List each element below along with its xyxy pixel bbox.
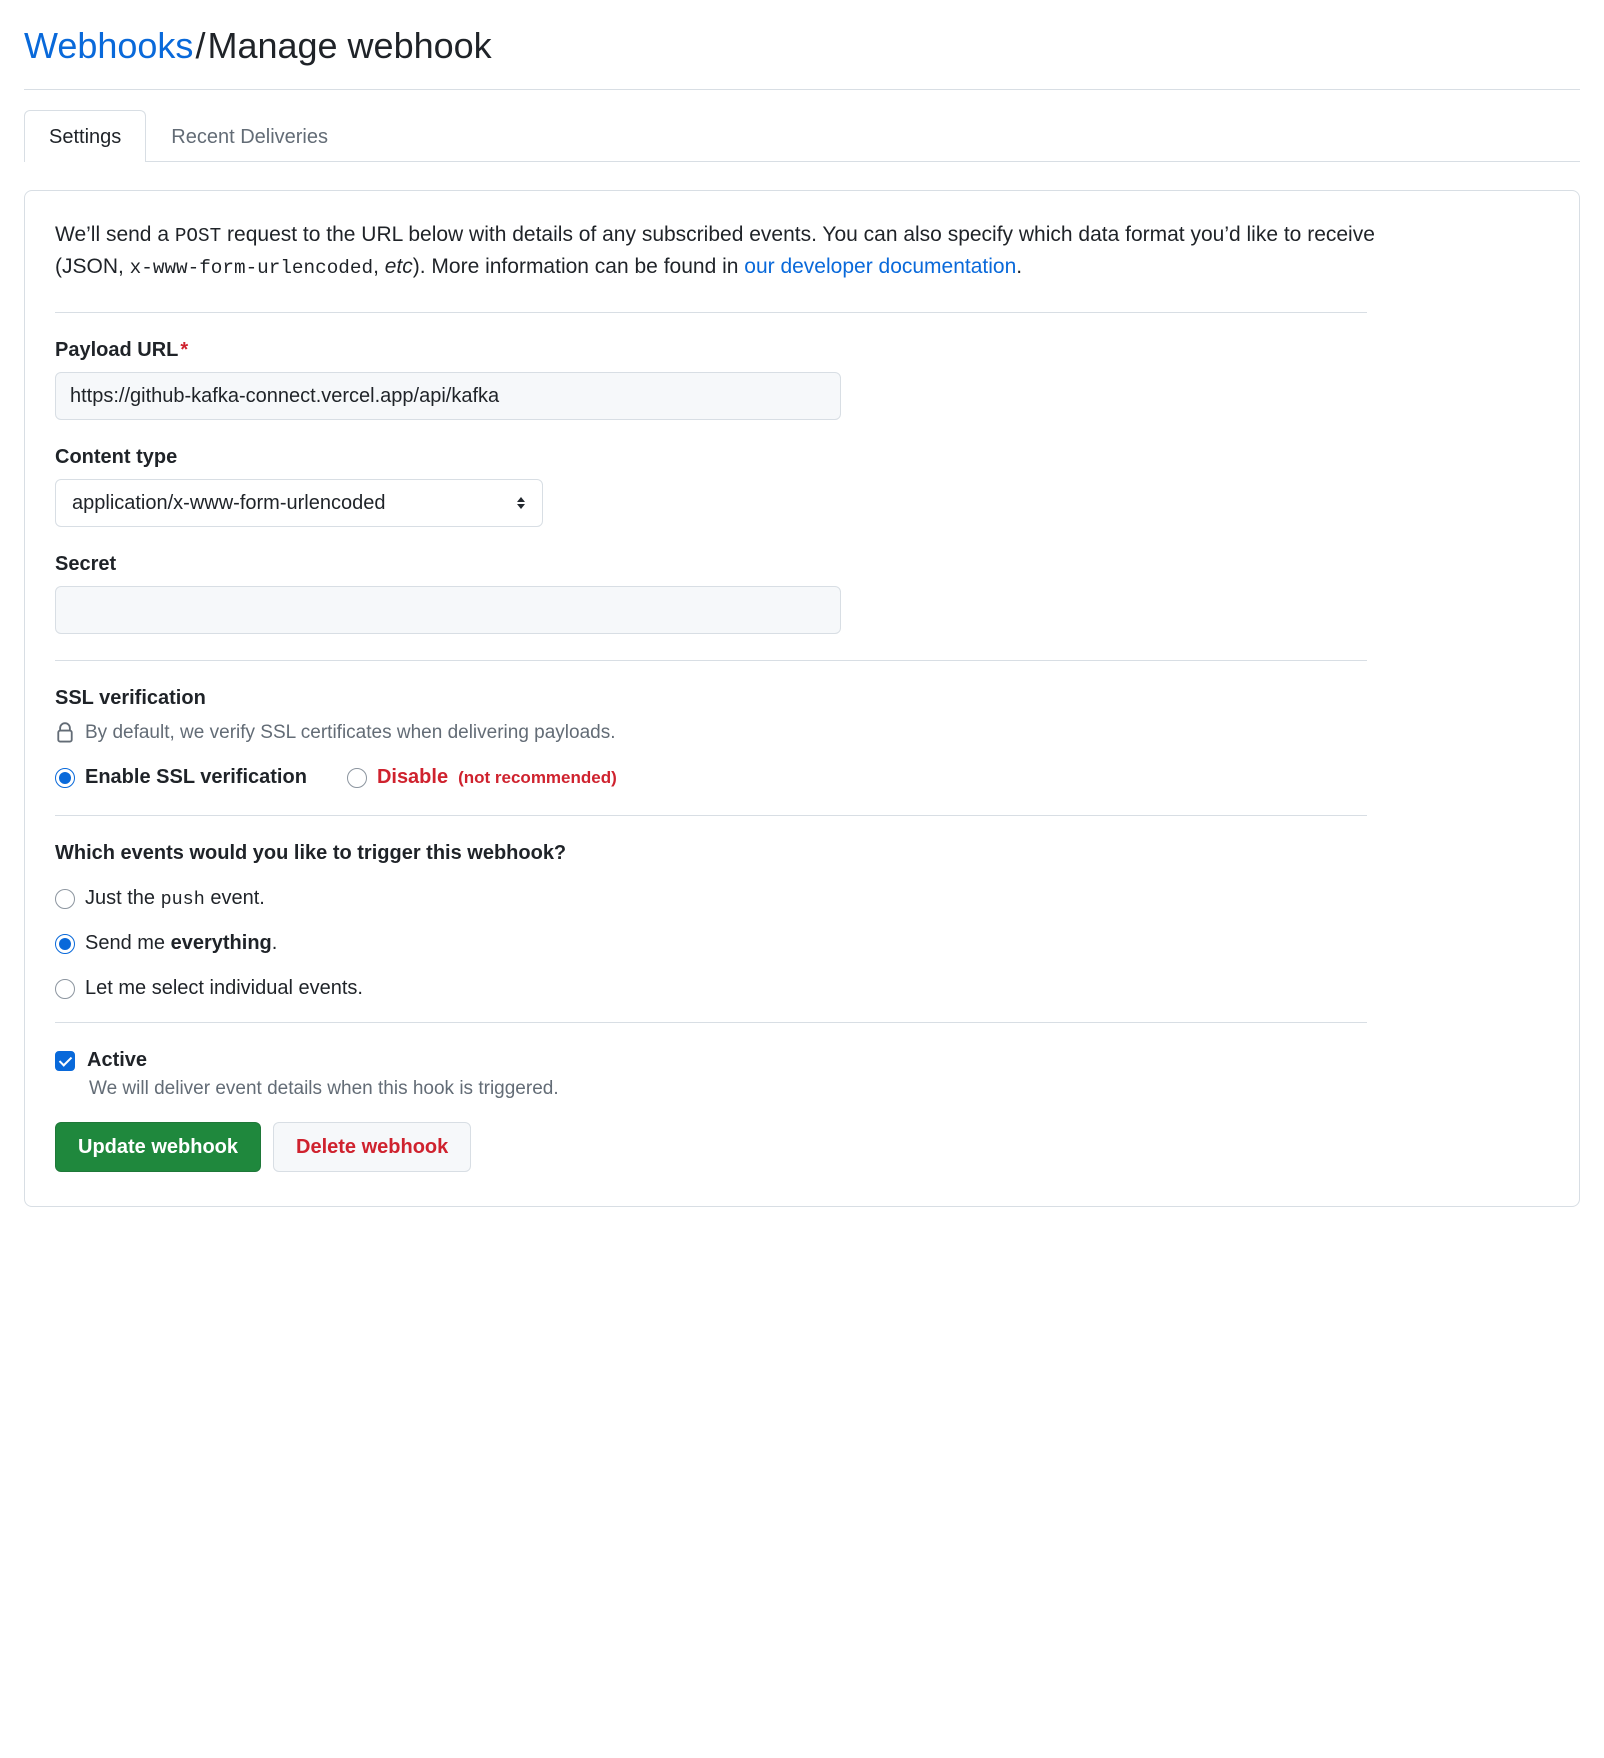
ssl-enable-radio[interactable] <box>55 768 75 788</box>
event-everything-radio[interactable] <box>55 934 75 954</box>
page-header <box>24 0 1580 90</box>
intro-part-1: We’ll send a <box>55 223 175 247</box>
secret-label: Secret <box>55 553 117 576</box>
event-push-radio[interactable] <box>55 889 75 909</box>
payload-url-field <box>55 339 1549 420</box>
tab-bar <box>24 90 1580 162</box>
intro-part-4: ). More information can be found in <box>412 254 745 278</box>
ssl-enable-option[interactable] <box>55 766 307 789</box>
ssl-disable-radio[interactable] <box>347 768 367 788</box>
payload-url-label-text: Payload URL <box>55 339 179 362</box>
tab-settings[interactable]: Settings <box>24 110 146 162</box>
webhook-settings-card <box>24 190 1580 1207</box>
active-label: Active <box>87 1049 148 1072</box>
active-help-text: We will deliver event details when this hook is triggered. <box>89 1078 559 1100</box>
lock-icon <box>55 722 75 744</box>
events-section <box>55 842 1549 1000</box>
ssl-section-title: SSL verification <box>55 687 206 710</box>
event-push-suffix: event. <box>204 887 265 910</box>
required-marker: * <box>180 339 189 362</box>
event-everything-label <box>85 932 277 955</box>
active-section <box>55 1049 1549 1172</box>
breadcrumb-link-webhooks[interactable]: Webhooks <box>24 25 194 66</box>
event-option-everything[interactable] <box>55 932 1549 955</box>
secret-field <box>55 553 1549 634</box>
content-type-select[interactable] <box>55 479 543 527</box>
event-individual-radio[interactable] <box>55 979 75 999</box>
event-push-prefix: Just the <box>85 887 161 910</box>
breadcrumb-separator: / <box>195 25 206 66</box>
content-type-field <box>55 446 1549 527</box>
ssl-note-text: By default, we verify SSL certificates when delivering payloads. <box>85 722 616 744</box>
form-actions <box>55 1122 1549 1172</box>
divider-secret <box>55 660 1367 661</box>
payload-url-label <box>55 339 1549 362</box>
event-push-label <box>85 887 265 910</box>
page-title: Manage webhook <box>207 25 492 66</box>
intro-part-5: . <box>1016 254 1023 278</box>
event-option-individual[interactable] <box>55 977 1549 1000</box>
ssl-radio-group <box>55 766 1549 789</box>
event-option-push[interactable] <box>55 887 1549 910</box>
content-type-label: Content type <box>55 446 178 469</box>
ssl-verification-section <box>55 687 1549 789</box>
intro-em-etc: etc <box>384 254 413 278</box>
active-checkbox[interactable] <box>55 1051 75 1071</box>
intro-code-post: POST <box>174 225 222 248</box>
intro-code-urlencoded: x-www-form-urlencoded <box>129 256 374 279</box>
secret-input[interactable] <box>55 586 841 634</box>
payload-url-input[interactable] <box>55 372 841 420</box>
ssl-disable-sublabel: (not recommended) <box>458 767 617 787</box>
breadcrumb <box>24 24 1580 67</box>
events-question: Which events would you like to trigger this webhook? <box>55 842 567 865</box>
update-webhook-button[interactable]: Update webhook <box>55 1122 261 1172</box>
ssl-disable-label: Disable <box>376 766 449 789</box>
event-everything-prefix: Send me <box>85 932 171 955</box>
content-type-select-wrap <box>55 479 543 527</box>
ssl-note <box>55 722 1549 744</box>
event-everything-strong: everything <box>170 932 272 955</box>
event-individual-label: Let me select individual events. <box>85 977 363 1000</box>
divider-events <box>55 1022 1367 1023</box>
divider-ssl <box>55 815 1367 816</box>
ssl-disable-option[interactable] <box>347 766 617 789</box>
developer-documentation-link[interactable]: our developer documentation <box>744 254 1017 278</box>
intro-part-3: , <box>373 254 385 278</box>
ssl-enable-label: Enable SSL verification <box>85 766 307 789</box>
event-everything-suffix: . <box>271 932 278 955</box>
events-radio-group <box>55 887 1549 1000</box>
delete-webhook-button[interactable]: Delete webhook <box>273 1122 471 1172</box>
intro-text <box>55 219 1375 282</box>
divider-intro <box>55 312 1367 313</box>
intro-part-2: request to the URL below with details of any subscribed events. You can also specify which data format you’d like to receive (JSON, <box>55 223 1375 278</box>
event-push-code: push <box>160 889 205 911</box>
tab-recent-deliveries[interactable]: Recent Deliveries <box>171 126 328 149</box>
active-checkbox-row[interactable] <box>55 1049 1549 1072</box>
